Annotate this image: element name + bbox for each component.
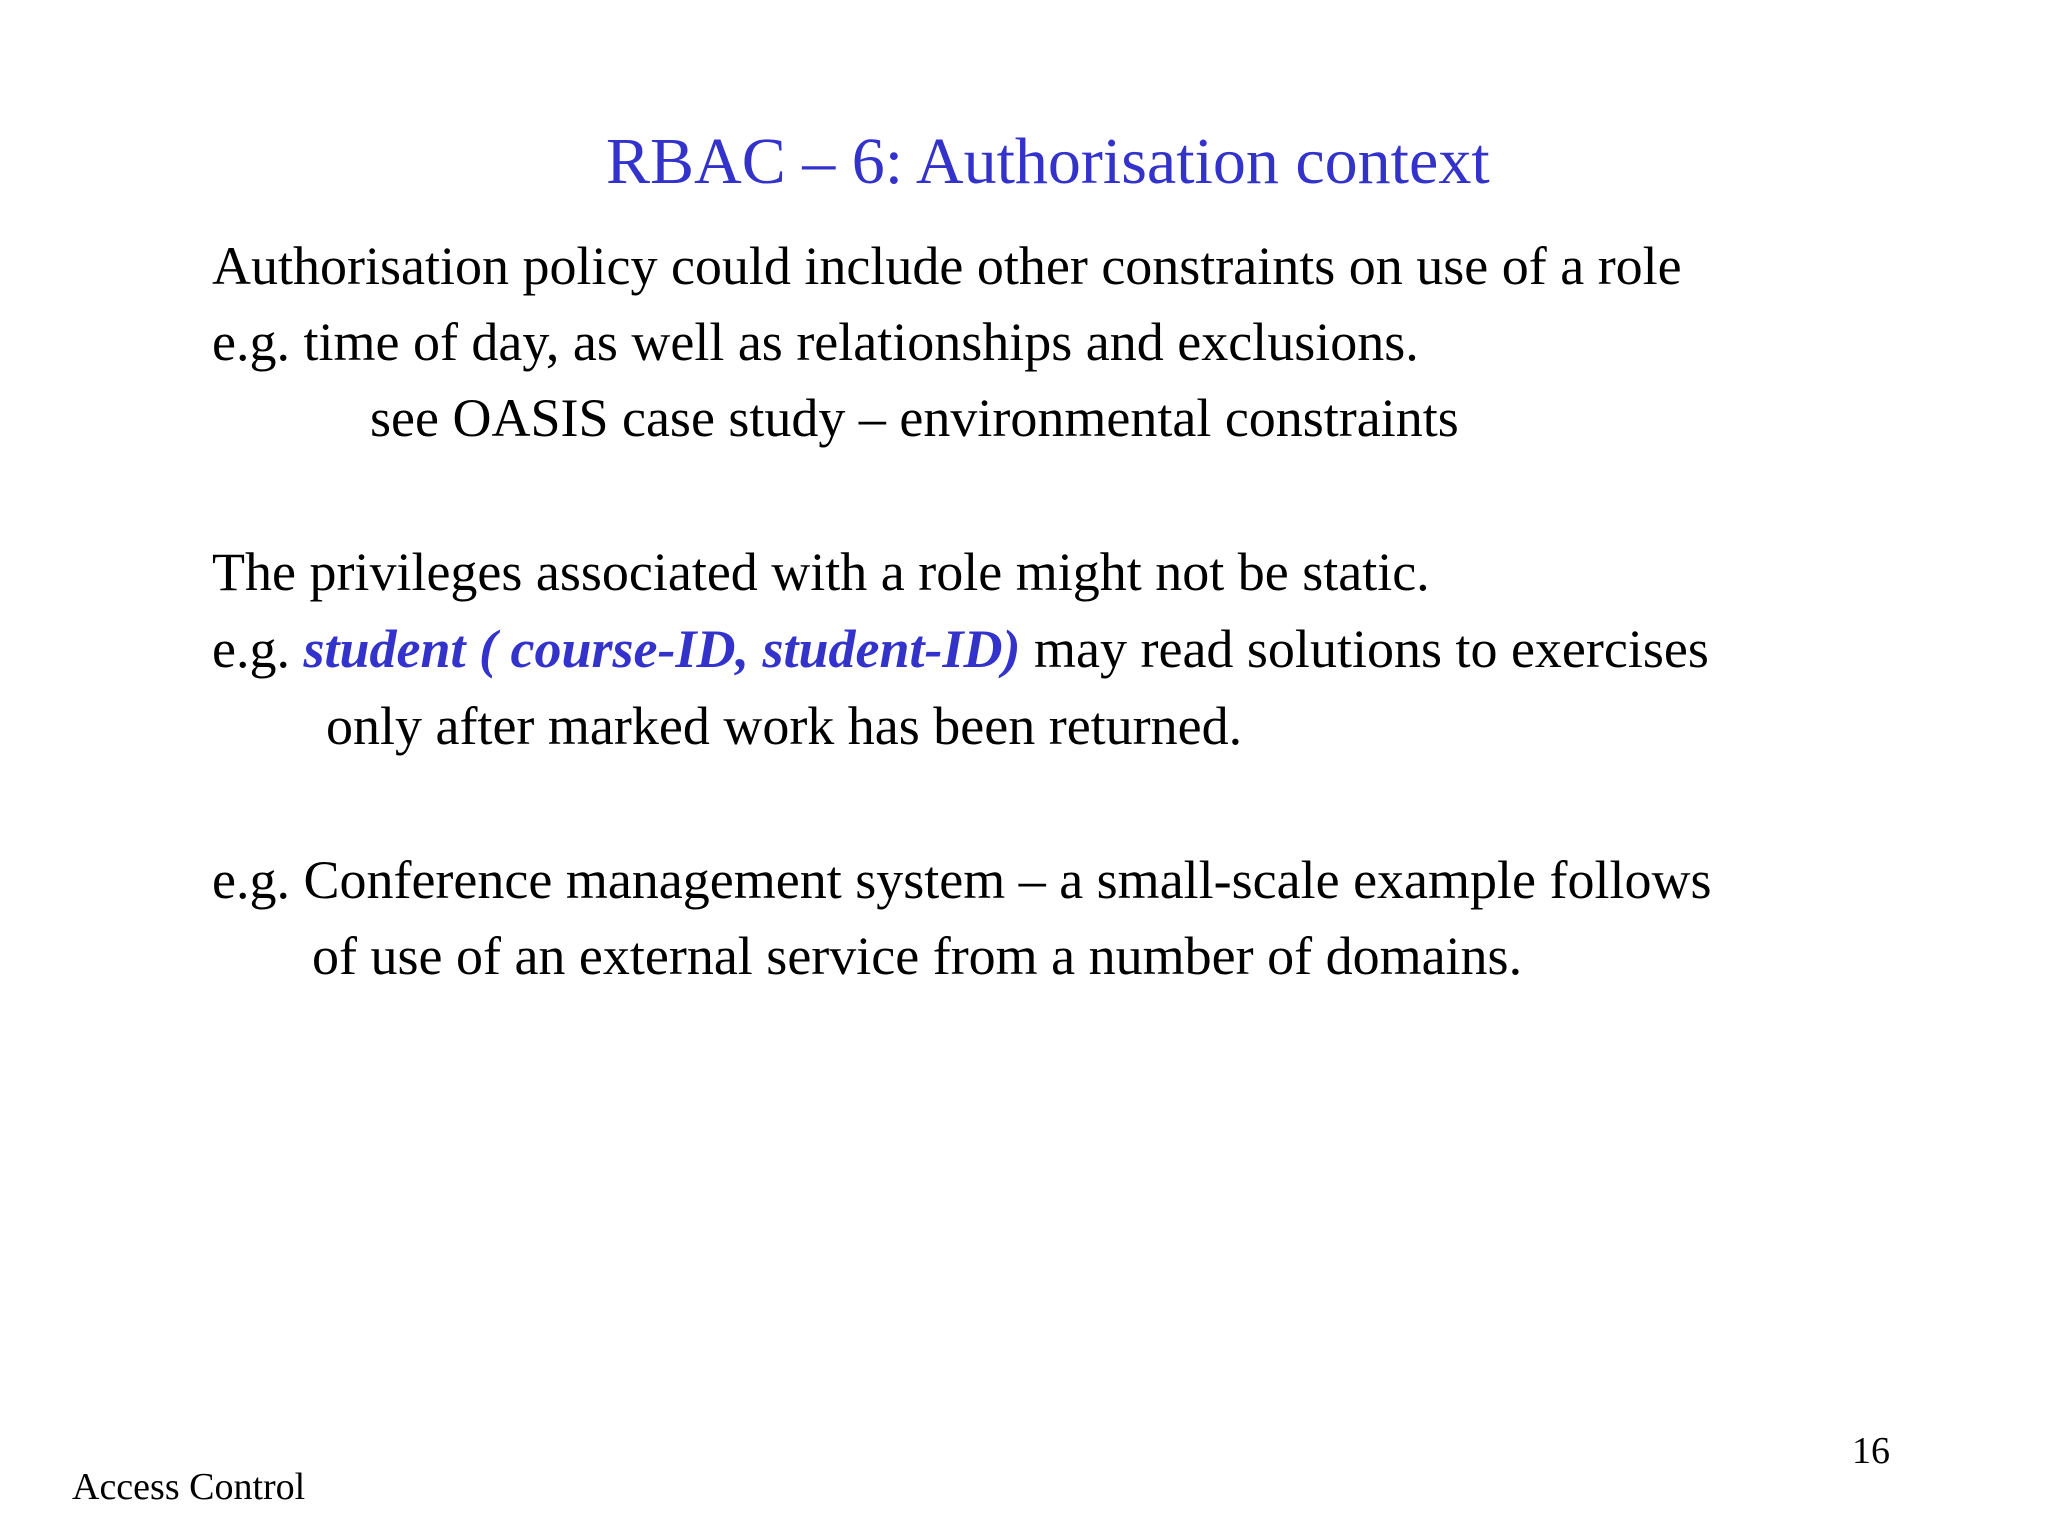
role-parameter-emphasis: student ( course-ID, student-ID) [303, 619, 1021, 679]
footer-label: Access Control [72, 1466, 306, 1508]
paragraph-2-line-1: The privileges associated with a role might not be static. [212, 542, 1430, 602]
paragraph-3-line-1: e.g. Conference management system – a small-scale example follows [212, 850, 1712, 910]
paragraph-2-line-3: only after marked work has been returned. [326, 696, 1243, 756]
paragraph-1-line-2: e.g. time of day, as well as relationships and exclusions. [212, 312, 1419, 372]
page-number: 16 [1852, 1430, 1890, 1472]
paragraph-2-suffix: may read solutions to exercises [1020, 619, 1709, 679]
paragraph-2-prefix: e.g. [212, 619, 304, 679]
slide-title: RBAC – 6: Authorisation context [606, 125, 1490, 198]
paragraph-2-line-2 [212, 617, 1709, 681]
paragraph-1-line-1: Authorisation policy could include other constraints on use of a role [212, 236, 1682, 296]
paragraph-3-line-2: of use of an external service from a number of domains. [312, 926, 1523, 986]
paragraph-1-line-3: see OASIS case study – environmental constraints [370, 388, 1459, 448]
